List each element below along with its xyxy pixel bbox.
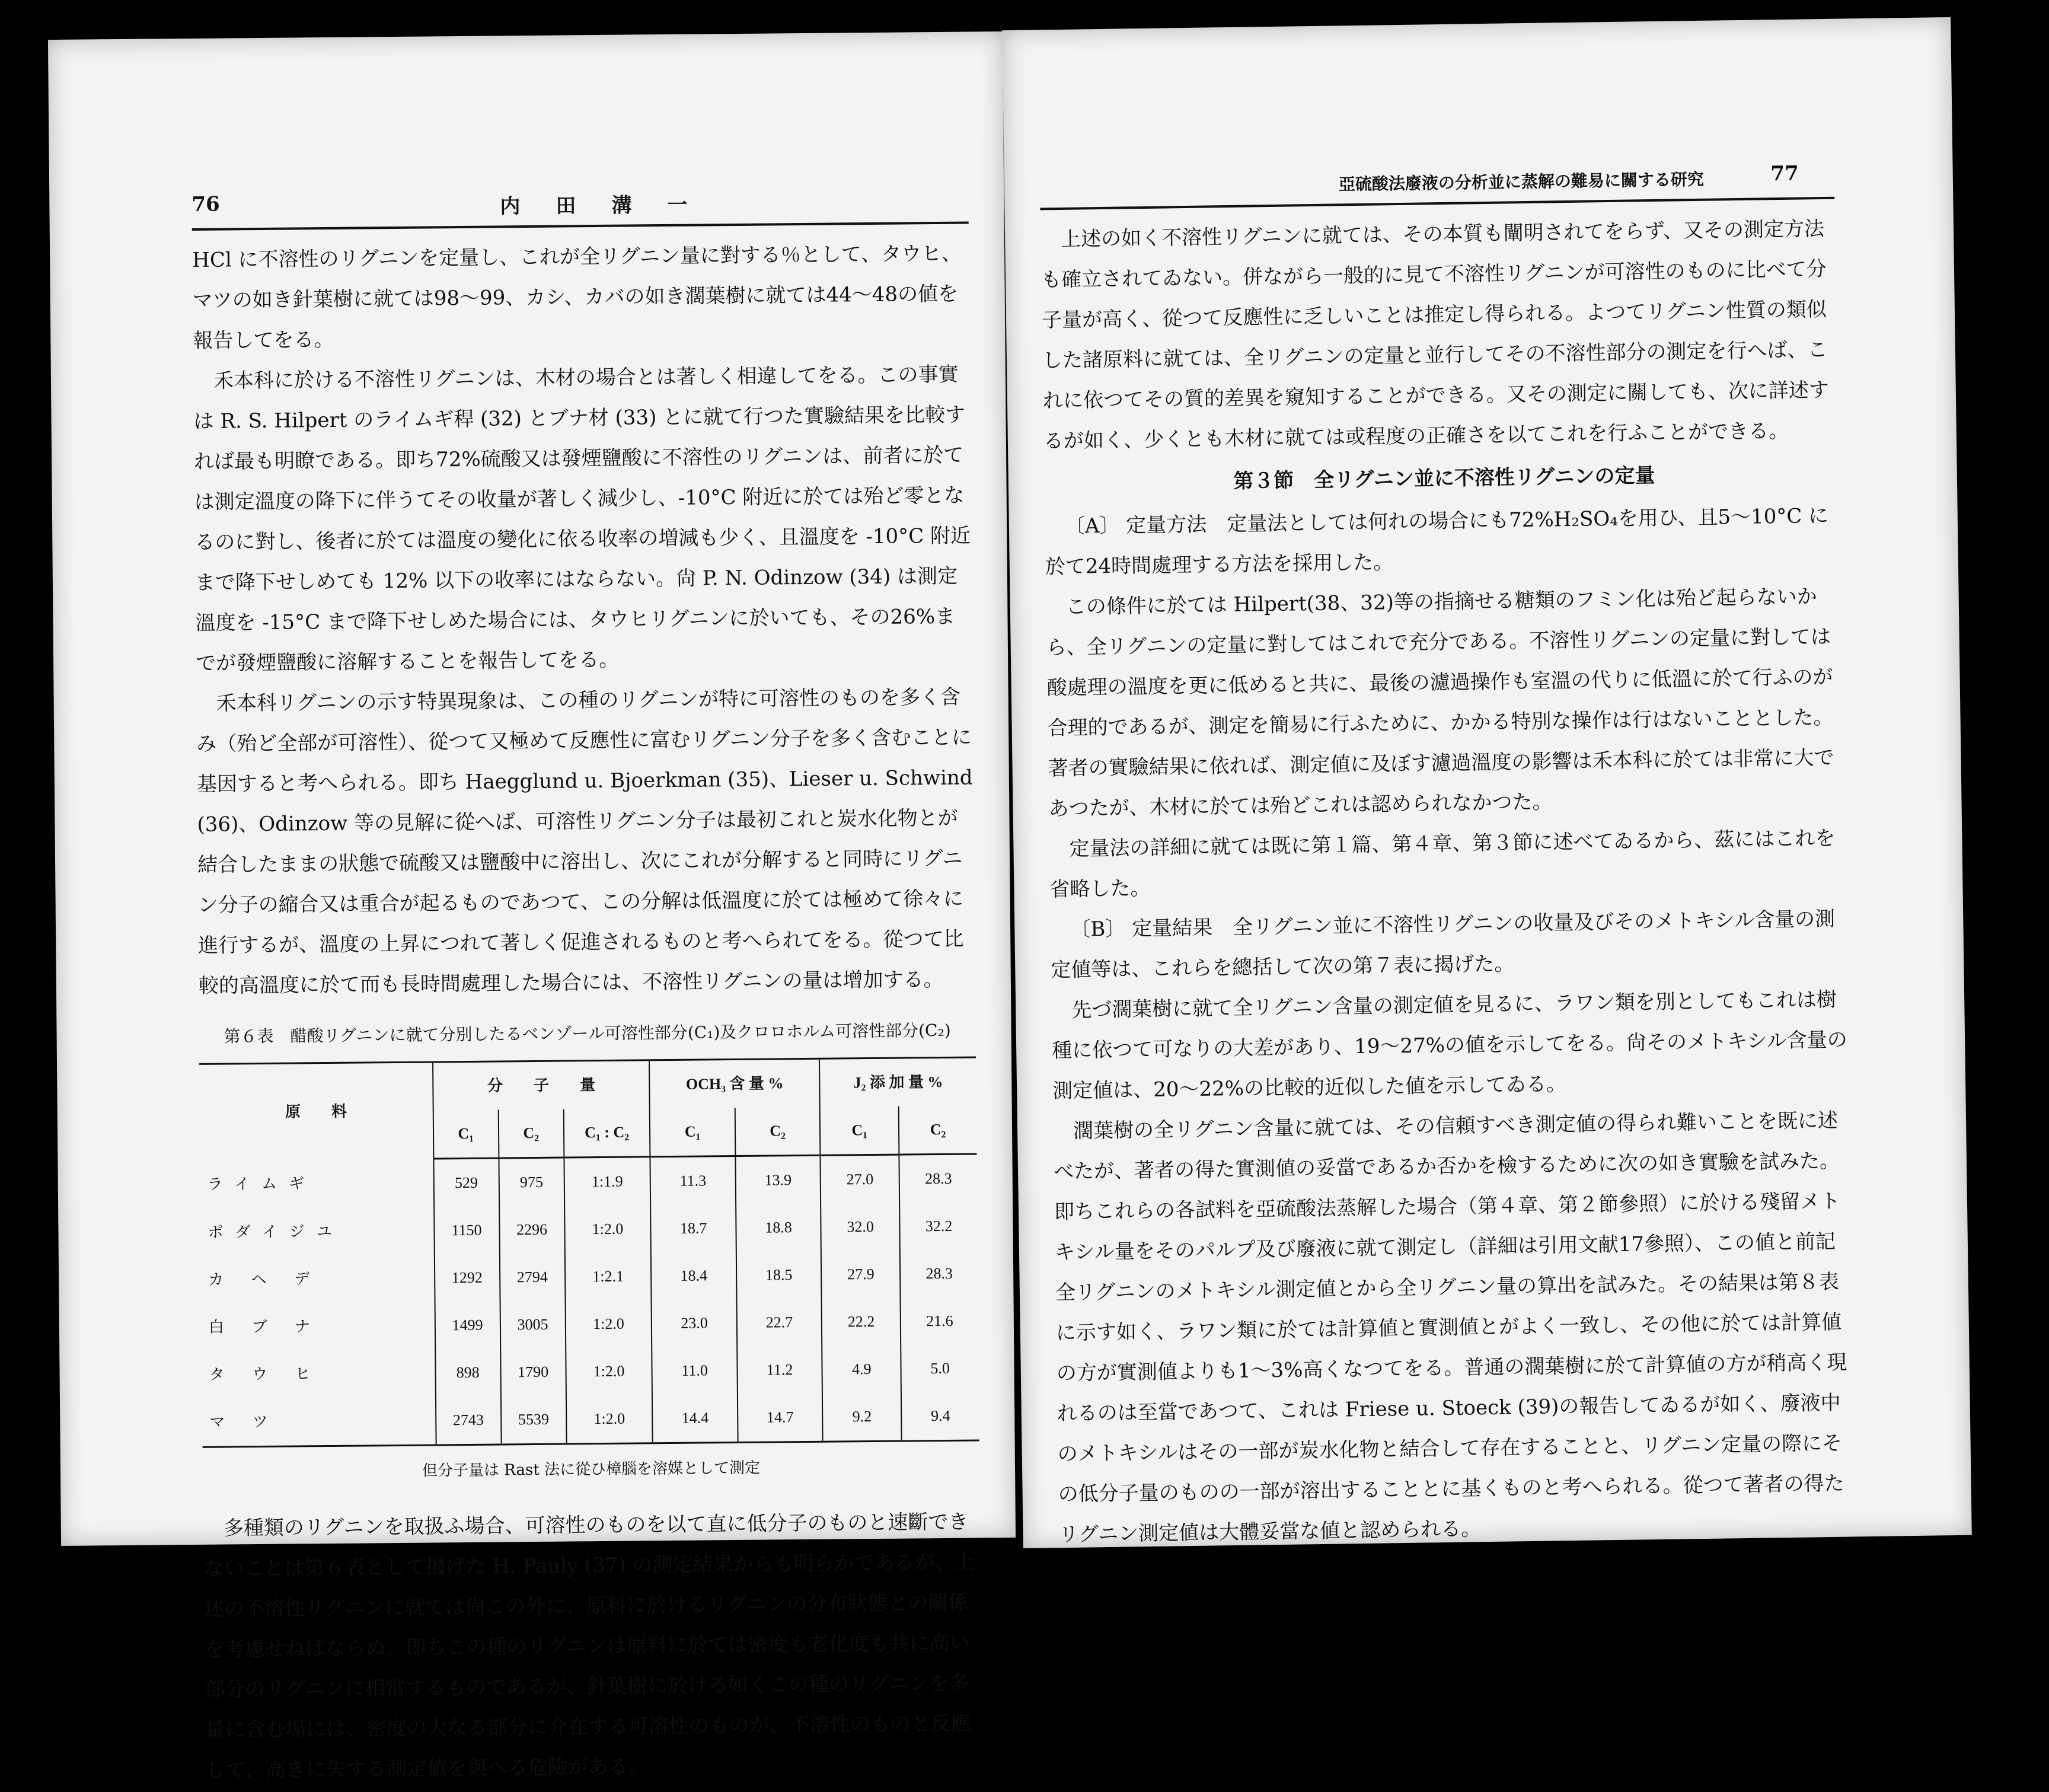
table-cell-material: ライムギ [207, 1175, 317, 1194]
table-note: 但分子量は Rast 法に從ひ樟腦を溶媒として測定 [422, 1459, 761, 1480]
table-cell: 28.3 [899, 1154, 978, 1203]
table-cell: 898 [435, 1348, 501, 1396]
left-paragraph: HCl に不溶性のリグニンを定量し、これが全リグニン量に對する％として、タウヒ、マツの如き針葉樹に就ては98～99、カシ、カバの如き濶葉樹に就ては44～48の値を報告してをる。 [192, 241, 962, 353]
table-cell: 1:1.9 [564, 1157, 651, 1206]
table-cell: 18.7 [651, 1204, 736, 1252]
table-row [202, 1297, 979, 1351]
table-cell: 9.2 [822, 1393, 902, 1442]
table-cell: 2743 [436, 1396, 502, 1445]
table-cell: 529 [433, 1158, 499, 1207]
right-paragraph: 〔B〕 定量結果 全リグニン並に不溶性リグニンの收量及びそのメトキシル含量の測定値等は、これらを總括して次の第７表に揭げた。 [1051, 907, 1836, 983]
table-cell: 1:2.1 [564, 1252, 652, 1300]
table-cell: 18.4 [651, 1252, 736, 1300]
section-heading: 第３節 全リグニン並に不溶性リグニンの定量 [1233, 463, 1655, 493]
left-page-number: 76 [192, 192, 220, 216]
right-paragraph: 定量法の詳細に就ては既に第１篇、第４章、第３節に述べてゐるから、茲にはこれを省略した。 [1049, 826, 1836, 902]
table-cell: 27.9 [821, 1251, 901, 1299]
table-cell: 22.7 [736, 1299, 822, 1347]
table-cell: 21.6 [901, 1297, 979, 1345]
table-header-material: 原 料 [199, 1062, 433, 1160]
right-header [1039, 155, 1834, 211]
table-row [202, 1392, 979, 1447]
table-header-och3: OCH₃ 含 量 % [649, 1058, 820, 1108]
table-subheader: C₁ [433, 1110, 499, 1159]
table-cell: 11.0 [652, 1347, 738, 1395]
right-paragraph: この條件に於ては Hilpert(38、32)等の指摘せる糖類のフミン化は殆ど起らないから、全リグニンの定量に對してはこれで充分である。不溶性リグニンの定量に對しては酸處理の溫度を更に低めると共に、最後の濾過操作も室溫の代りに低溫に於て行ふのが合理的であるが、測定を簡易に行ふために、かかる特別な操作は行はないこととした。著者の實驗結果に依れば、測定値に及ぼす濾過溫度の影響は禾本科に於ては非常に大であつたが、木材に於ては殆どこれは認められなかつた。 [1046, 585, 1834, 821]
table-cell: 1:2.0 [566, 1395, 653, 1444]
table-cell: 975 [499, 1158, 564, 1206]
table-cell-material: ポダイジユ [208, 1222, 344, 1241]
left-paragraph: 多種類のリグニンを取扱ふ場合、可溶性のものを以て直に低分子のものと速斷できないことは第６表として揭げた H. Pauly (37) の測定結果からも明らかであるが、上述の不溶性リグニンに就ては尙この外に、原料に於けるリグニンの分布狀態との關係を考慮せねばならぬ。即ちこの種のリグニンは原料に於ては密度も老化度も共に高い部分のリグニンに相當するものであるが、針葉樹に於ける如くこの種のリグニンを多量に含む場には、密度の大なる部分に介在する可溶性のものが、不溶性のものと反應して、高きに失する測定値を與へる危險がある。 [203, 1510, 975, 1783]
table-subheader: C₂ [498, 1109, 564, 1158]
table-cell: 27.0 [821, 1155, 900, 1204]
table-subheader: C₁ [650, 1108, 735, 1157]
right-paragraph: 上述の如く不溶性リグニンに就ては、その本質も闡明されてをらず、又その測定方法も確立されてゐない。併ながら一般的に見て不溶性リグニンが可溶性のものに比べて分子量が高く、從つて反應性に乏しいことは推定し得られる。よつてリグニン性質の類似した諸原料に就ては、全リグニンの定量と並行してその不溶性部分の測定を行へば、これに依つてその質的差異を窺知することができる。又その測定に關しても、次に詳述するが如く、少くとも木材に就ては或程度の正確さを以てこれを行ふことができる。 [1041, 216, 1830, 454]
table-cell: 32.2 [899, 1202, 978, 1250]
table-cell: 2794 [499, 1254, 565, 1302]
table-cell: 9.4 [901, 1392, 979, 1441]
table-row [202, 1344, 979, 1398]
table-cell: 14.7 [738, 1394, 823, 1443]
table-caption: 第６表 醋酸リグニンに就て分別したるベンゾール可溶性部分(C₁)及クロロホルム可溶性部分(C₂) [224, 1020, 951, 1047]
right-body [1041, 209, 1859, 1555]
left-body [192, 234, 982, 1791]
table-cell: 5.0 [901, 1344, 979, 1392]
left-header [192, 180, 969, 231]
right-page [1002, 17, 1972, 1548]
table-cell: 3005 [500, 1301, 566, 1349]
table-cell: 5539 [501, 1396, 567, 1445]
right-paragraph: 濶葉樹の全リグニン含量に就ては、その信頼すべき測定値の得られ難いことを既に述べたが、著者の得た實測値の妥當であるか否かを檢するために次の如き實驗を試みた。即ちこれらの各試料を亞硫酸法蒸解した場合（第４章、第２節參照）に於ける殘留メトキシル量をそのパルプ及び廢液に就て測定し（詳細は引用文献17參照）、この値と前記全リグニンのメトキシル測定値とから全リグニン量の算出を試みた。その結果は第８表に示す如く、ラワン類に於ては計算値と實測値とがよく一致し、その他に於ては計算値の方が實測値よりも1～3%高くなつてをる。普通の濶葉樹に於て計算値の方が稍高く現れるのは至當であつて、これは Friese u. Stoeck (39)の報告してゐるが如く、廢液中のメトキシルはその一部が炭水化物と結合して存在することと、リグニン定量の際にその低分子量のものの一部が溶出することとに基くものと考へられる。從つて著者の得たリグニン測定値は大體妥當な値と認められる。 [1053, 1108, 1847, 1547]
table-cell: 11.2 [737, 1346, 822, 1394]
table-row [200, 1202, 978, 1256]
left-paragraph: 禾本科に於ける不溶性リグニンは、木材の場合とは著しく相違してをる。この事實は R. S. Hilpert のライムギ稈 (32) とブナ材 (33) とに就て行つた實驗結果を比較すれば最も明瞭である。即ち72%硫酸又は發煙鹽酸に不溶性のリグニンは、前者に於ては測定溫度の降下に伴うてその收量が著しく減少し、-10°C 附近に於ては殆ど零となるのに對し、後者に於ては溫度の變化に依る收率の増減も少く、且溫度を -10°C 附近まで降下せしめても 12% 以下の收率にはならない。尙 P. N. Odinzow (34) は測定溫度を -15°C まで降下せしめた場合には、タウヒリグニンに於いても、その26%までが發煙鹽酸に溶解することを報告してをる。 [193, 362, 971, 675]
table-cell: 1:2.0 [564, 1205, 652, 1253]
table-cell: 11.3 [650, 1156, 736, 1206]
right-paragraph: 先づ濶葉樹に就て全リグニン含量の測定値を見るに、ラワン類を別としてもこれは樹種に依つて可なりの大差があり、19～27%の値を示してをる。尙そのメトキシル含量の測定値は、20～22%の比較的近似した値を示してゐる。 [1051, 987, 1848, 1104]
table-subheader: C₁ [820, 1107, 899, 1156]
table-cell-material: マ ツ [202, 1396, 436, 1447]
table-subheader: C₂ [735, 1107, 821, 1156]
author-name: 内田溝一 [500, 193, 723, 219]
table-6 [199, 1056, 979, 1447]
table-cell-material: 白 ブ ナ [208, 1318, 323, 1336]
table-cell: 32.0 [821, 1203, 900, 1251]
table-header-molecular-weight: 分 子 量 [433, 1060, 650, 1111]
right-paragraph: 〔A〕 定量方法 定量法としては何れの場合にも72%H₂SO₄を用ひ、且5～10°C に於て24時間處理する方法を採用した。 [1045, 503, 1829, 579]
table-cell-material: カ ヘ デ [208, 1270, 322, 1289]
table-cell-material: タ ウ ヒ [209, 1365, 323, 1383]
left-page [48, 31, 1016, 1783]
table-cell: 1790 [500, 1348, 566, 1396]
table-cell: 1292 [434, 1254, 500, 1302]
table-header-iodine: J₂ 添 加 量 % [819, 1057, 976, 1107]
table-cell: 28.3 [900, 1249, 978, 1297]
running-title: 亞硫酸法廢液の分析並に蒸解の難易に關する研究 [1338, 169, 1705, 194]
table-cell: 18.5 [736, 1251, 822, 1299]
table-group-header-row [199, 1057, 976, 1112]
table-cell: 23.0 [652, 1299, 737, 1347]
table-subheader: C₁ : C₂ [563, 1108, 650, 1158]
table-cell: 1150 [434, 1207, 500, 1255]
table-cell: 14.4 [652, 1394, 738, 1443]
table-cell: 1499 [435, 1302, 500, 1350]
table-row [200, 1154, 977, 1209]
table-cell: 2296 [499, 1206, 565, 1254]
table-cell: 13.9 [735, 1155, 821, 1204]
left-paragraph: 禾本科リグニンの示す特異現象は、この種のリグニンが特に可溶性のものを多く含み（殆ど全部が可溶性）、從つて又極めて反應性に富むリグニン分子を多く含むことに基因すると考へられる。即ち Haegglund u. Bjoerkman (35)、Lieser u. Schwind (36)、Odinzow 等の見解に從へば、可溶性リグニン分子は最初これと炭水化物とが結合したままの狀態で硫酸又は鹽酸中に溶出し、次にこれが分解すると同時にリグニン分子の縮合又は重合が起るものであつて、この分解は低溫度に於ては極めて徐々に進行するが、溫度の上昇につれて著しく促進されるものと考へられてをる。從つて比較的高溫度に於て而も長時間處理した場合には、不溶性リグニンの量は增加する。 [196, 685, 973, 998]
table-cell: 1:2.0 [565, 1300, 652, 1348]
table-cell: 18.8 [736, 1204, 821, 1252]
table-subheader: C₂ [899, 1105, 977, 1155]
table-cell: 22.2 [822, 1298, 901, 1346]
table-row [201, 1249, 978, 1303]
right-page-number: 77 [1770, 161, 1799, 186]
table-cell: 1:2.0 [566, 1347, 653, 1395]
table-cell: 4.9 [822, 1345, 901, 1394]
